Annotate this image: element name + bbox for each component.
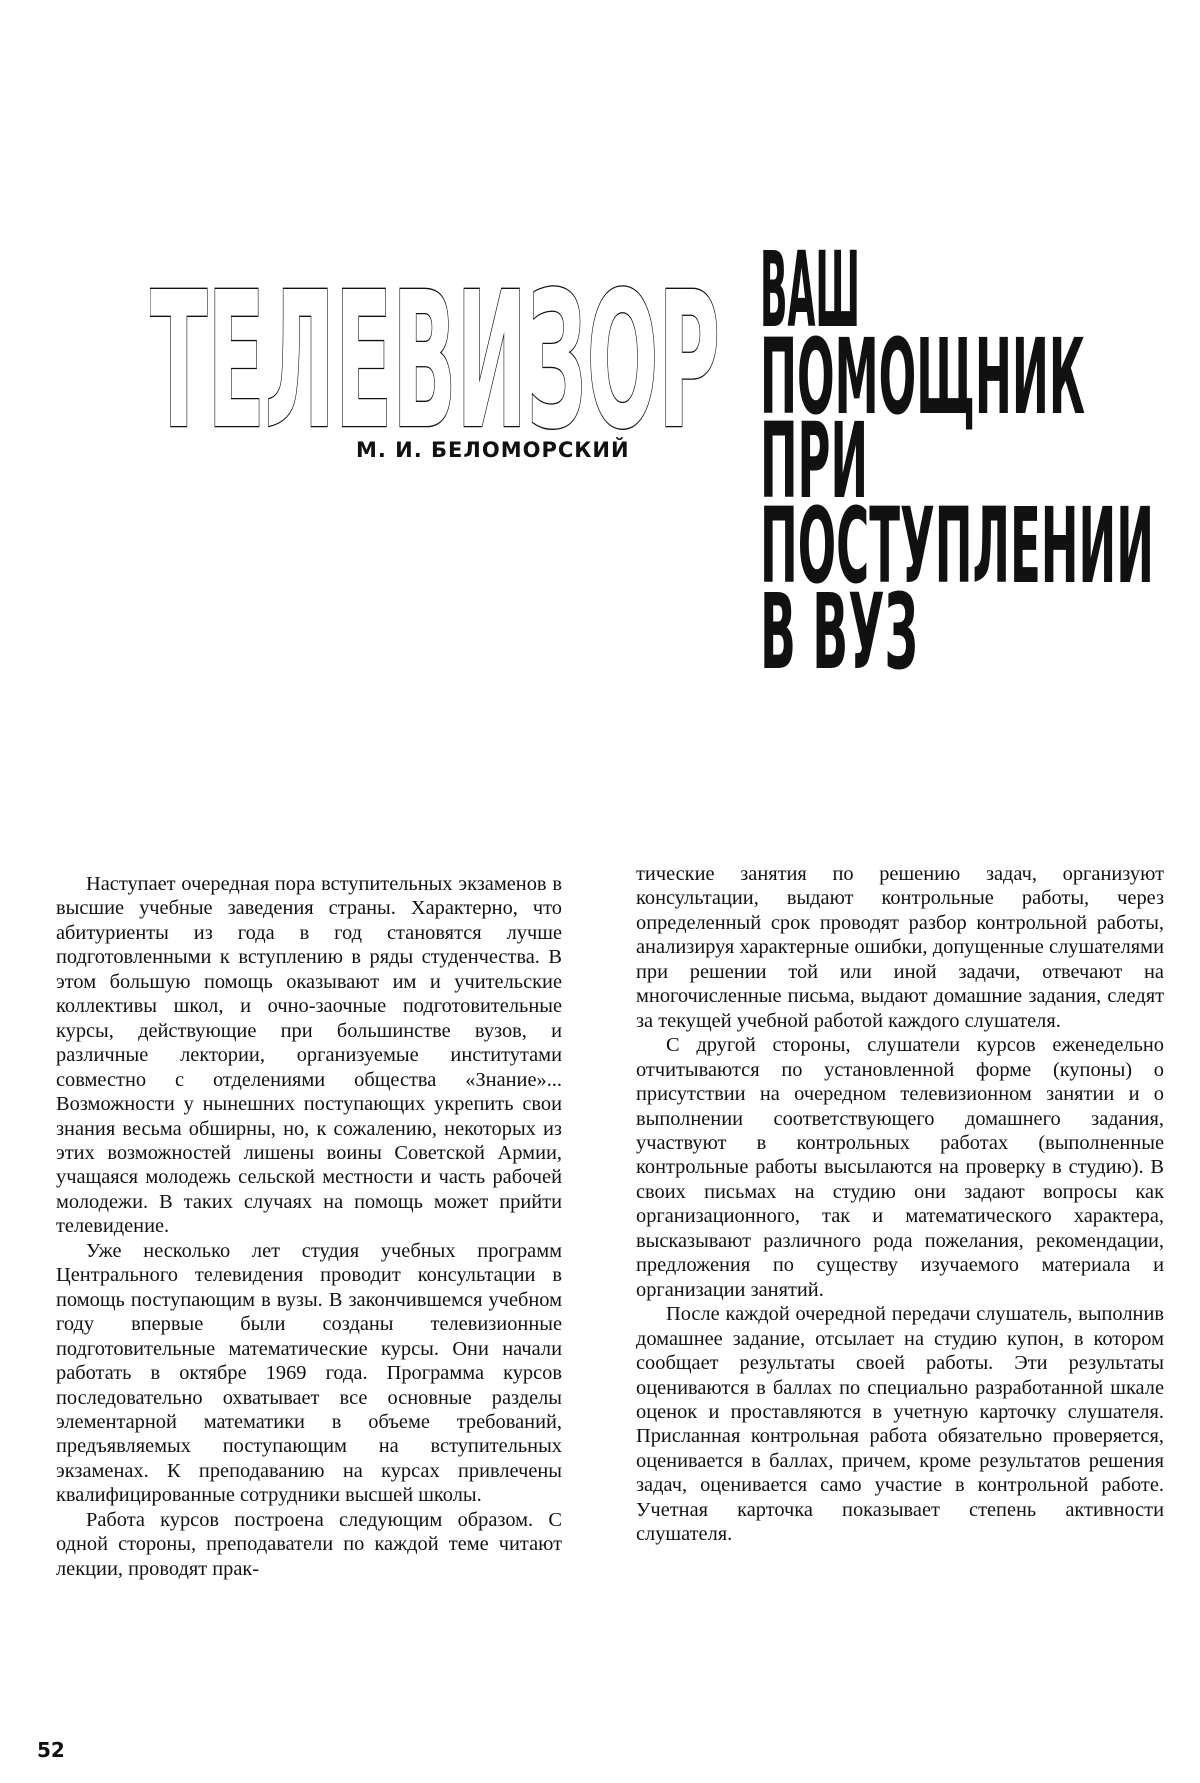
right-column [636, 862, 1164, 1547]
body-paragraph: После каждой очередной передачи слушатель, выполнив домашнее задание, отсылает на студию купон, в котором сообщает результаты своей работы. Эти результаты оцениваются в баллах по специально разработанной шкале оценок и проставляются в учетную карточку слушателя. Присланная контрольная работа обязательно проверяется, оценивается в баллах, причем, кроме результатов решения задач, оценивается само участие в контрольной работе. Учетная карточка показывает степень активности слушателя. [636, 1303, 1164, 1546]
subtitle-line-5: В ВУЗ [760, 571, 918, 693]
body-paragraph: Работа курсов построена следующим образом. С одной стороны, преподаватели по каждой теме читают лекции, проводят прак- [56, 1508, 562, 1580]
subtitle-line-3: ПРИ [760, 400, 868, 522]
left-column [56, 872, 562, 1581]
subtitle-line-1: ВАШ [760, 248, 860, 351]
body-paragraph: Наступает очередная пора вступительных экзаменов в высшие учебные заведения страны. Характерно, что абитуриенты из года в год становятся лучше подготовленными к вступлению в ряды студенчества. В этом большую помощь оказывают им и учительские коллективы школ, и очно-заочные подготовительные курсы, действующие при большинстве вузов, и различные лектории, организуемые институтами совместно с отделениями общества «Знание»... Возможности у нынешних поступающих укрепить свои знания весьма обширны, но, к сожалению, некоторых из этих возможностей лишены воины Советской Армии, учащаяся молодежь сельской местности и часть рабочей молодежи. В таких случаях на помощь может прийти телевидение. [56, 873, 562, 1238]
author-name: М. И. БЕЛОМОРСКИЙ [356, 438, 630, 462]
body-paragraph: С другой стороны, слушатели курсов еженедельно отчитываются по установленной форме (купоны) о присутствии на очередном телевизионном занятии и о выполнении соответствующего домашнего задания, участвуют в контрольных работах (выполненные контрольные работы высылаются на проверку в студию). В своих письмах на студию они задают вопросы как организационного, так и математического характера, высказывают различного рода пожелания, рекомендации, предложения по существу изучаемого материала и организации занятий. [636, 1034, 1164, 1301]
article-title-graphic [150, 236, 725, 436]
body-paragraph: Уже несколько лет студия учебных программ Центрального телевидения проводит консультации в помощь поступающим в вузы. В закончившемся учебном году впервые были созданы телевизионные подготовительные математические курсы. Они начали работать в октябре 1969 года. Программа курсов последовательно охватывает все основные разделы элементарной математики в объеме требований, предъявляемых поступающим на вступительных экзаменах. К преподаванию на курсах привлечены квалифицированные сотрудники высшей школы. [56, 1239, 562, 1507]
subtitle-line-4: ПОСТУПЛЕНИИ [760, 485, 1154, 607]
article-subtitle [758, 248, 1178, 708]
body-paragraph: тические занятия по решению задач, организуют консультации, выдают контрольные работы, через определенный срок проводят разбор контрольной работы, анализируя характерные ошибки, допущенные слушателями при решении той или иной задачи, отвечают на многочисленные письма, выдают домашние задания, следят за текущей учебной работой каждого слушателя. [636, 863, 1164, 1032]
page-number: 52 [37, 1738, 65, 1762]
subtitle-line-2: ПОМОЩНИК [760, 316, 1085, 438]
article-title [150, 236, 725, 436]
article-title-text: ТЕЛЕВИЗОР [150, 251, 720, 436]
